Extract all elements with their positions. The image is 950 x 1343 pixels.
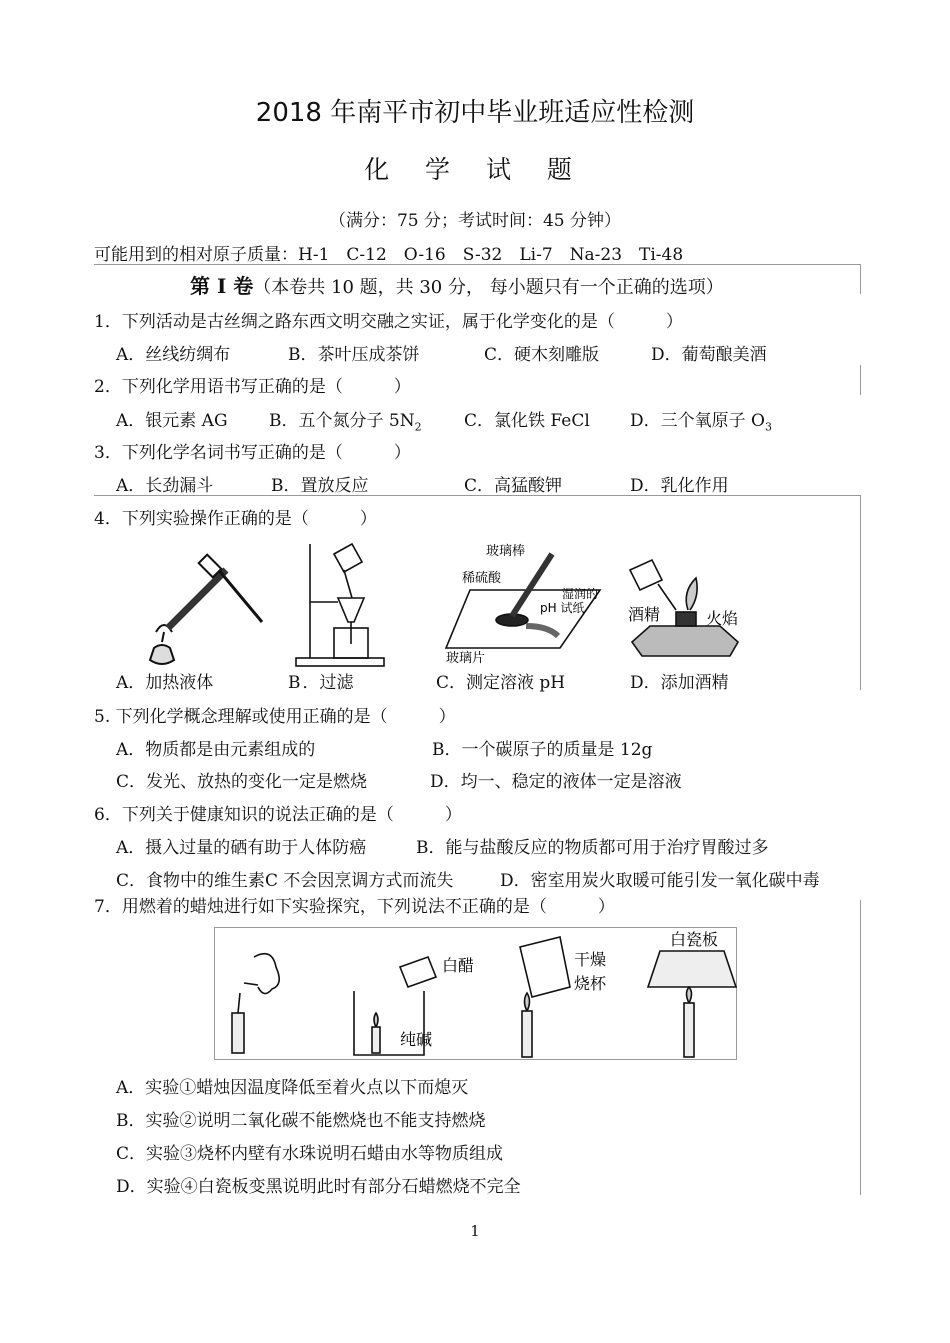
option-b: B．置放反应 <box>271 476 369 496</box>
question-stem: 4．下列实验操作正确的是（ ） <box>94 509 377 529</box>
option-d: D．葡萄酿美酒 <box>651 345 767 365</box>
question-stem: 6．下列关于健康知识的说法正确的是（ ） <box>94 805 462 825</box>
ph-paper-label: pH 试纸 <box>540 601 585 615</box>
alcohol-label: 酒精 <box>628 605 661 624</box>
exam-meta: （满分：75 分；考试时间：45 分钟） <box>328 211 622 231</box>
question-stem: 3．下列化学名词书写正确的是（ ） <box>94 443 411 463</box>
option-b: B．实验②说明二氧化碳不能燃烧也不能支持燃烧 <box>116 1111 486 1131</box>
option-c: C．氯化铁 FeCl <box>464 411 590 431</box>
atomic-masses: 可能用到的相对原子质量：H-1 C-12 O-16 S-32 Li-7 Na-23 Ti-48 <box>94 245 684 265</box>
margin-line <box>860 900 861 1195</box>
option-d: D．均一、稳定的液体一定是溶液 <box>430 772 682 792</box>
section-name: 第 I 卷 <box>190 274 254 298</box>
alcohol-lamp-figure <box>620 556 750 666</box>
divider-line <box>94 264 860 265</box>
option-b: B．能与盐酸反应的物质都可用于治疗胃酸过多 <box>416 838 769 858</box>
option-a: A．加热液体 <box>116 668 213 693</box>
option-c: C．测定溶液 pH <box>436 673 566 693</box>
option-a: A．丝线纺绸布 <box>116 345 231 365</box>
flame-label: 火焰 <box>706 609 739 628</box>
option-a: A．银元素 AG <box>116 411 228 431</box>
option-d: D．实验④白瓷板变黑说明此时有部分石蜡燃烧不完全 <box>116 1177 521 1197</box>
question-stem: 1．下列活动是古丝绸之路东西文明交融之实证，属于化学变化的是（ ） <box>94 312 683 332</box>
ph-test-figure <box>440 540 610 665</box>
option-c: C．实验③烧杯内壁有水珠说明石蜡由水等物质组成 <box>116 1144 504 1164</box>
margin-line <box>860 365 861 395</box>
page-number: 1 <box>470 1222 480 1240</box>
question-stem: 7．用燃着的蜡烛进行如下实验探究，下列说法不正确的是（ ） <box>94 897 615 917</box>
question-stem: 2．下列化学用语书写正确的是（ ） <box>94 377 411 397</box>
dry-label: 干燥 <box>574 950 607 969</box>
option-d: D．乳化作用 <box>630 476 729 496</box>
section-note: （本卷共 10 题，共 30 分， 每小题只有一个正确的选项） <box>253 277 724 298</box>
option-d: D．三个氧原子 $O_3$ <box>630 411 772 434</box>
option-b: B．五个氮分子 $5N_2$ <box>269 411 422 434</box>
option-a: A．摄入过量的硒有助于人体防癌 <box>116 838 367 858</box>
option-c: C．硬木刻雕版 <box>484 345 600 365</box>
beaker-label: 烧杯 <box>574 974 607 993</box>
dilute-acid-label: 稀硫酸 <box>462 571 502 586</box>
filtration-figure <box>290 540 390 670</box>
glass-plate-label: 玻璃片 <box>446 651 486 665</box>
option-d: D．添加酒精 <box>630 673 729 693</box>
option-c: C．食物中的维生素C 不会因烹调方式而流失 <box>116 871 454 891</box>
option-b: B．茶叶压成茶饼 <box>288 345 420 365</box>
vinegar-label: 白醋 <box>442 956 475 975</box>
option-c: C．高猛酸钾 <box>464 476 563 496</box>
plate-label: 白瓷板 <box>670 930 719 949</box>
option-a: A．长劲漏斗 <box>116 476 214 496</box>
section-heading <box>190 270 724 299</box>
subject-title: 化 学 试 题 <box>364 155 586 184</box>
heating-liquid-figure <box>130 540 280 670</box>
soda-label: 纯碱 <box>400 1030 433 1049</box>
margin-line <box>860 495 861 690</box>
glass-rod-label: 玻璃棒 <box>486 544 526 559</box>
wet-label: 湿润的 <box>562 587 599 601</box>
option-b: B．过滤 <box>288 673 354 693</box>
option-a: A．实验①蜡烛因温度降低至着火点以下而熄灭 <box>116 1078 469 1098</box>
margin-line <box>860 264 861 294</box>
candle-experiments-figure <box>214 927 737 1060</box>
option-c: C．发光、放热的变化一定是燃烧 <box>116 772 368 792</box>
option-d: D．密室用炭火取暖可能引发一氧化碳中毒 <box>500 871 820 891</box>
question-stem: 5. 下列化学概念理解或使用正确的是（ ） <box>94 707 456 727</box>
page-title: 2018 年南平市初中毕业班适应性检测 <box>255 98 695 128</box>
option-b: B．一个碳原子的质量是 12g <box>432 740 653 760</box>
option-a: A．物质都是由元素组成的 <box>116 740 316 760</box>
